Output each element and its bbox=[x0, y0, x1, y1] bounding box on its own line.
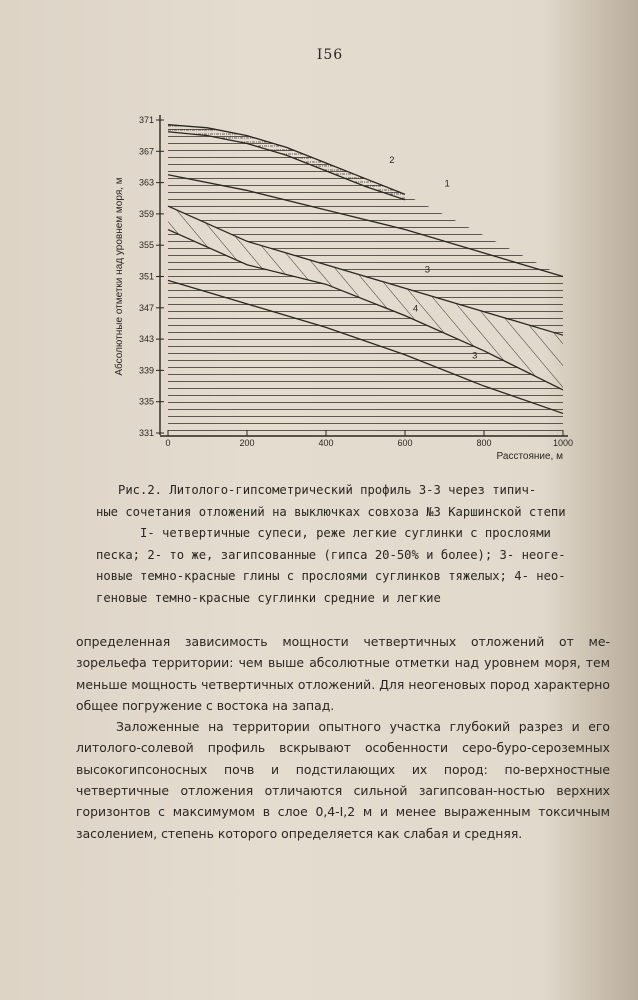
layer-label: 3 bbox=[424, 264, 431, 276]
caption-line: Рис.2. Литолого-гипсометрический профиль 3-3 через типич- bbox=[118, 483, 537, 497]
y-tick-label: 347 bbox=[138, 302, 154, 313]
page-number: I56 bbox=[316, 47, 344, 63]
caption-line: I- четвертичные супеси, реже легкие суглинки с прослоями bbox=[140, 526, 551, 540]
x-tick-label: 1000 bbox=[552, 438, 574, 448]
x-tick-label: 600 bbox=[397, 438, 413, 448]
caption-line: ные сочетания отложений на выключках совхоза №3 Каршинской степи bbox=[96, 504, 566, 519]
y-tick-label: 339 bbox=[138, 365, 154, 376]
caption-line: новые темно-красные глины с прослоями суглинков тяжелых; 4- нео- bbox=[96, 569, 566, 583]
y-tick-label: 355 bbox=[138, 240, 154, 251]
x-axis-label: Расстояние, м bbox=[496, 451, 563, 462]
y-axis-label: Абсолютные отметки над уровнем моря, м bbox=[114, 177, 125, 376]
y-tick-label: 363 bbox=[138, 177, 154, 188]
layer-label: 3 bbox=[472, 350, 478, 362]
paragraph: Заложенные на территории опытного участка глубокий разрез и его литолого-солевой профиль вскрывают особенности серо-буро-сероземных высокогипсоносных почв и подстилающих их пород: по-верхностные четвертичные отложения отличаются сильной загипсован-ностью верхних горизонтов с максимумом в слое 0,4-I,2 м и менее выраженным токсичным засолением, степень которого определяется как слабая и средняя. bbox=[76, 719, 610, 841]
layer-label: 2 bbox=[389, 155, 395, 167]
x-tick-label: 800 bbox=[476, 438, 492, 448]
y-tick-label: 335 bbox=[138, 396, 154, 407]
y-tick-label: 351 bbox=[138, 271, 154, 282]
y-tick-label: 359 bbox=[138, 208, 154, 219]
x-tick-label: 0 bbox=[165, 438, 171, 448]
layer-label: 4 bbox=[412, 303, 419, 315]
x-tick-label: 200 bbox=[239, 438, 255, 448]
paragraph: определенная зависимость мощности четвертичных отложений от ме-зорельефа территории: чем выше абсолютные отметки над уровнем моря, тем меньше мощность четвертичных отложений. Для неогеновых пород характерно общее погружение с востока на запад. bbox=[76, 634, 610, 713]
body-text bbox=[76, 631, 610, 844]
figure-caption bbox=[96, 480, 608, 609]
y-tick-label: 367 bbox=[138, 146, 154, 157]
caption-line: песка; 2- то же, загипсованные (гипса 20-50% и более); 3- неоге- bbox=[96, 547, 566, 562]
y-tick-label: 371 bbox=[138, 115, 154, 125]
caption-line: геновые темно-красные суглинки средние и легкие bbox=[96, 590, 441, 605]
y-tick-label: 343 bbox=[138, 334, 154, 345]
litho-profile-chart bbox=[0, 0, 638, 470]
y-tick-label: 331 bbox=[138, 428, 154, 438]
layer-label: 1 bbox=[444, 178, 450, 190]
x-tick-label: 400 bbox=[318, 438, 334, 448]
